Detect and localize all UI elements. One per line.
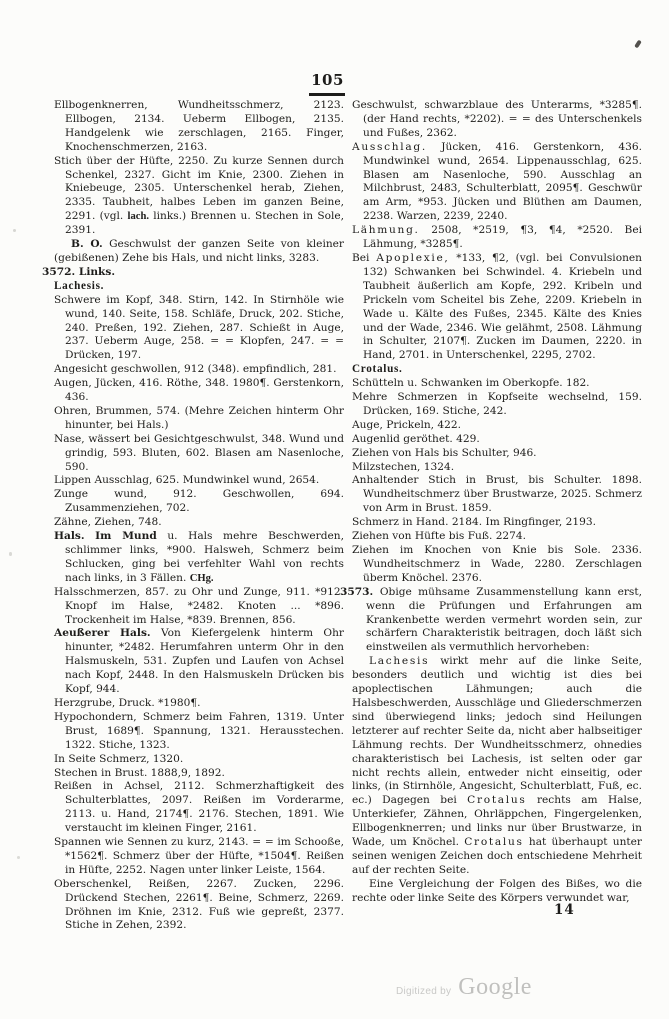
- remedy-heading: [352, 363, 642, 377]
- text-segment: Augenlid geröthet. 429.: [352, 432, 480, 445]
- text-segment: Milzstechen, 1324.: [352, 460, 455, 473]
- scan-speck: [634, 40, 642, 49]
- index-entry: [54, 433, 344, 475]
- index-entry: [54, 377, 344, 405]
- text-segment: In Seite Schmerz, 1320.: [54, 752, 184, 765]
- index-entry: [54, 530, 344, 586]
- index-entry: [54, 155, 344, 238]
- index-entry: [54, 294, 344, 364]
- index-entry: [352, 99, 642, 141]
- text-segment: Ellbogenknerren, Wundheitsschmerz, 2123. Ellbogen, 2134. Ueberm Ellbogen, 2135. Handgelenk wie zerschlagen, 2165. Finger, Knochenschmerzen, 2163.: [54, 99, 344, 153]
- index-entry: [352, 419, 642, 433]
- text-segment: Ziehen von Hüfte bis Fuß. 2274.: [352, 530, 527, 543]
- entry-number: 3572.: [42, 265, 79, 278]
- text-segment: links.) Brennen u. Stechen in Sole, 2391.: [65, 210, 345, 237]
- text-segment: Oberschenkel, Reißen, 2267. Zucken, 2296. Drückend Stechen, 2261¶. Beine, Schmerz, 2269. Dröhnen im Knie, 2312. Fuß wie gepreßt, 2377. Stiche in Zehen, 2392.: [54, 877, 344, 932]
- text-segment: [85, 530, 96, 542]
- text-segment: hat überhaupt unter seinen wenigen Zeichen doch entschiedene Mehrheit auf der rechten Seite.: [352, 836, 642, 876]
- text-segment: Aeußerer Hals.: [54, 627, 151, 640]
- text-segment: Schütteln u. Schwanken im Oberkopfe. 182.: [352, 377, 590, 390]
- index-entry: [54, 516, 344, 530]
- text-segment: Auge, Prickeln, 422.: [352, 418, 461, 431]
- text-segment: Lachesis: [369, 655, 430, 668]
- left-column: [42, 99, 345, 933]
- text-segment: Im Mund: [95, 530, 157, 543]
- text-segment: Ziehen von Hals bis Schulter, 946.: [352, 446, 537, 459]
- index-entry: [352, 655, 642, 878]
- index-entry: [54, 780, 344, 836]
- index-entry: [54, 697, 344, 711]
- text-segment: Eine Vergleichung der Folgen des Bißes, wo die rechte oder linke Seite des Körpers verwundet war,: [352, 877, 642, 904]
- index-entry: [352, 447, 642, 461]
- index-entry: [54, 878, 344, 934]
- scan-speck: [17, 856, 20, 859]
- index-entry: [54, 586, 344, 628]
- text-segment: Mehre Schmerzen in Kopfseite wechselnd, 159. Drücken, 169. Stiche, 242.: [352, 391, 642, 417]
- text-segment: Stechen in Brust. 1888,9, 1892.: [54, 766, 225, 779]
- index-entry: [352, 474, 642, 516]
- index-entry: [352, 878, 642, 906]
- index-entry: [352, 252, 642, 363]
- google-watermark: [396, 974, 532, 1001]
- index-entry: [54, 405, 344, 433]
- text-segment: *133, ¶2, (vgl. bei Convulsionen 132) Schwanken bei Schwindel. 4. Kriebeln und Taubheit äußerlich am Kopfe, 292. Kribeln und Prickeln vom Scheitel bis Zehe, 2209. Kriebeln in Wade u. Kälte des Fußes, 2345. Kälte des Knies und der Wade, 2346. Wie gelähmt, 2508. Lähmung in Schulter, 2107¶. Zucken im Daumen, 2220. in Hand, 2701. in Unterschenkel, 2295, 2702.: [363, 251, 642, 362]
- index-entry: [54, 767, 344, 781]
- index-entry: [54, 488, 344, 516]
- text-segment: Schwere im Kopf, 348. Stirn, 142. In Stirnhöle wie wund, 140. Seite, 158. Schläfe, Druck, 202. Stiche, 240. Preßen, 192. Ziehen, 287. Schießt in Auge, 237. Ueberm Auge, 258. = = Klopfen, 247. = = Drücken, 197.: [54, 293, 344, 362]
- index-entry: [352, 377, 642, 391]
- text-segment: u. Hals mehre Beschwerden, schlimmer links, *900. Halsweh, Schmerz beim Schlucken, ging bei verfehlter Wahl von rechts nach links, in 3 Fällen.: [65, 530, 344, 584]
- text-segment: rechts am Halse, Unterkiefer, Zähnen, Ohrläppchen, Fingergelenken, Ellbogenknerren; und links nur über Brustwarze, in Wade, um Knöchel.: [352, 794, 642, 849]
- text-segment: Nase, wässert bei Gesichtgeschwulst, 348. Wund und grindig, 593. Bluten, 602. Blasen am Nasenloche, 590.: [54, 432, 344, 473]
- text-segment: Angesicht geschwollen, 912 (348). empfindlich, 281.: [54, 363, 337, 376]
- text-segment: Augen, Jücken, 416. Röthe, 348. 1980¶. Gerstenkorn, 436.: [54, 377, 344, 404]
- text-segment: lach.: [127, 211, 149, 223]
- text-segment: Crotalus.: [352, 363, 403, 376]
- page-number-rule: [309, 93, 345, 96]
- text-columns: [42, 99, 642, 933]
- index-entry: [352, 141, 642, 224]
- text-segment: Lippen Ausschlag, 625. Mundwinkel wund, 2654.: [54, 474, 320, 487]
- text-segment: Reißen in Achsel, 2112. Schmerzhaftigkeit des Schulterblattes, 2097. Reißen im Vorderarme, 2113. u. Hand, 2174¶. 2176. Stechen, 1891. Wie verstaucht im kleinen Finger, 2161.: [54, 780, 344, 835]
- text-segment: Obige mühsame Zusammenstellung kann erst, wenn die Prüfungen und Erfahrungen am Krankenbette werden vermehrt worden sein, zur schärfern Charakteristik beitragen, doch läßt sich einstweilen als vermuthlich hervorheben:: [366, 585, 642, 654]
- index-entry: [54, 99, 344, 155]
- text-segment: wirkt mehr auf die linke Seite, besonders deutlich und wichtig ist dies bei apoplectischen Lähmungen; auch die Halsbeschwerden, Ausschläge und Gliederschmerzen sind überwiegend links; jedoch sind Heilungen letzterer auf rechter Seite da, nicht aber halbseitiger Lähmung rechts. Der Wundheitsschmerz, ohnedies charakteristisch bei Lachesis, ist selten oder gar nicht rechts allein, entweder nicht einseitig, oder links, (in Stirnhöle, Angesicht, Schulterblatt, Fuß, ec. ec.) Dagegen bei: [352, 655, 642, 807]
- text-segment: Geschwulst, schwarzblaue des Unterarms, *3285¶. (der Hand rechts, *2202). = = des Unterschenkels und Fußes, 2362.: [352, 99, 642, 139]
- text-segment: Crotalus: [464, 836, 524, 849]
- index-entry: [352, 544, 642, 586]
- text-segment: Geschwulst der ganzen Seite von kleiner (gebißenen) Zehe bis Hals, und nicht links, 3283.: [54, 238, 344, 264]
- text-segment: Anhaltender Stich in Brust, bis Schulter. 1898. Wundheitschmerz über Brustwarze, 2025. Schmerz von Arm in Brust. 1859.: [352, 474, 642, 515]
- text-segment: Lähmung.: [352, 224, 420, 237]
- text-segment: Hypochondern, Schmerz beim Fahren, 1319. Unter Brust, 1689¶. Spannung, 1321. Herausstechen. 1322. Stiche, 1323.: [54, 710, 344, 751]
- text-segment: Crotalus: [467, 794, 527, 807]
- google-logo: Google: [458, 974, 532, 1000]
- index-entry: [54, 753, 344, 767]
- text-segment: Hals.: [54, 530, 85, 543]
- signature-number: 14: [554, 902, 575, 918]
- index-entry: [352, 516, 642, 530]
- entry-number: 3573.: [340, 585, 380, 598]
- text-segment: Zähne, Ziehen, 748.: [54, 516, 162, 529]
- text-segment: Bei: [352, 251, 377, 264]
- numbered-entry: [42, 265, 344, 280]
- text-segment: Schmerz in Hand. 2184. Im Ringfinger, 2193.: [352, 516, 596, 529]
- text-segment: Stich über der Hüfte, 2250. Zu kurze Sennen durch Schenkel, 2327. Gicht im Knie, 2300. Ziehen in Kniebeuge, 2305. Unterschenkel herab, Ziehen, 2335. Taubheit, halbes Leben im ganzen Beine, 2291. (vgl.: [54, 154, 344, 223]
- text-segment: Jücken, 416. Gerstenkorn, 436. Mundwinkel wund, 2654. Lippenausschlag, 625. Blasen am Nasenloche, 590. Ausschlag an Milchbrust, 2483, Schulterblatt, 2095¶. Geschwür am Arm, *953. Jücken und Blüthen am Daumen, 2238. Warzen, 2239, 2240.: [363, 140, 642, 223]
- text-segment: B. O.: [71, 238, 103, 251]
- scan-speck: [13, 229, 16, 232]
- index-entry: [54, 836, 344, 878]
- index-entry: [352, 461, 642, 475]
- index-entry: [54, 474, 344, 488]
- page-number: 105: [311, 71, 344, 89]
- index-entry: [352, 433, 642, 447]
- text-segment: Herzgrube, Druck. *1980¶.: [54, 696, 201, 709]
- text-segment: Apoplexie,: [376, 251, 450, 264]
- text-segment: Von Kiefergelenk hinterm Ohr hinunter, *2482. Herumfahren unterm Ohr in den Halsmuskeln, 531. Zupfen und Laufen von Achsel nach Kopf, 2448. In den Halsmuskeln Drücken bis Kopf, 944.: [65, 627, 345, 696]
- text-segment: 2508, *2519, ¶3, ¶4, *2520. Bei Lähmung, *3285¶.: [363, 224, 642, 251]
- text-segment: Spannen wie Sennen zu kurz, 2143. = = im Schooße, *1562¶. Schmerz über der Hüfte, *1504¶. Reißen in Hüfte, 2252. Nagen unter linker Leiste, 1564.: [54, 836, 344, 876]
- remedy-heading: [54, 280, 344, 294]
- text-segment: Ziehen im Knochen von Knie bis Sole. 2336. Wundheitschmerz in Wade, 2280. Zerschlagen überm Knöchel. 2376.: [352, 544, 642, 584]
- index-entry: [54, 711, 344, 753]
- digitized-by-label: Digitized by: [396, 986, 452, 997]
- index-entry: [352, 391, 642, 419]
- text-segment: Lachesis.: [54, 279, 105, 292]
- text-segment: Halsschmerzen, 857. zu Ohr und Zunge, 911. *912. Knopf im Halse, *2482. Knoten ... *896. Trockenheit im Halse, *839. Brennen, 856.: [54, 585, 344, 626]
- text-segment: Ohren, Brummen, 574. (Mehre Zeichen hinterm Ohr hinunter, bei Hals.): [54, 404, 344, 431]
- text-segment: CHg.: [189, 572, 214, 584]
- text-segment: Zunge wund, 912. Geschwollen, 694. Zusammenziehen, 702.: [54, 488, 344, 515]
- index-entry: [54, 238, 344, 266]
- index-entry: [352, 224, 642, 252]
- index-entry: [54, 363, 344, 377]
- index-entry: [54, 627, 344, 697]
- text-segment: Ausschlag.: [352, 140, 427, 153]
- right-column: [340, 99, 642, 933]
- scan-speck: [9, 552, 12, 556]
- text-segment: Links.: [78, 265, 116, 278]
- index-entry: [352, 530, 642, 544]
- page-header: [0, 70, 655, 89]
- numbered-entry: [340, 585, 642, 656]
